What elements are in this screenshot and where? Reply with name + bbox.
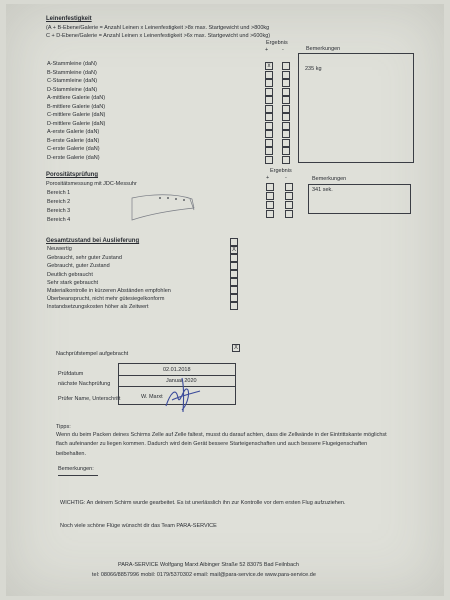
strength-minus-checkbox[interactable] [282, 130, 290, 138]
condition-item: Sehr stark gebraucht [47, 280, 99, 286]
tips-title: Tipps: [56, 424, 71, 430]
strength-minus-checkbox[interactable] [282, 122, 290, 130]
strength-plus-checkbox[interactable] [265, 147, 273, 155]
tips-line-1: Wenn du beim Packen deines Schirms Zelle auf Zelle faltest, musst du darauf achten, dass die Zellwände in der Eintrittskante möglichst [56, 432, 387, 438]
check-mark: X [231, 247, 236, 253]
porosity-minus-checkbox[interactable] [285, 192, 293, 200]
porosity-plus-checkbox[interactable] [266, 183, 274, 191]
strength-item: D-Stammleine (daN) [47, 86, 98, 93]
remarks-label: Bemerkungen: [58, 466, 94, 472]
check-mark: X [233, 345, 238, 351]
strength-rule-2: C + D-Ebene/Galerie = Anzahl Leinen x Leinenfestigkeit >6x max. Startgewicht und >600kg) [46, 33, 271, 39]
check-mark: x [267, 63, 271, 69]
strength-minus-label: - [282, 47, 284, 53]
strength-minus-checkbox[interactable] [282, 105, 290, 113]
strength-minus-checkbox[interactable] [282, 156, 290, 164]
strength-remarks-value: 235 kg [305, 66, 322, 72]
strength-item: B-Stammleine (daN) [47, 69, 97, 76]
strength-minus-checkbox[interactable] [282, 139, 290, 147]
remarks-underline [58, 475, 98, 476]
condition-checkbox[interactable] [230, 278, 238, 286]
porosity-area: Bereich 4 [47, 217, 71, 223]
strength-plus-checkbox[interactable] [265, 96, 273, 104]
strength-remarks-header: Bemerkungen [306, 46, 341, 52]
condition-item: Neuwertig [47, 246, 72, 252]
strength-item: B-erste Galerie (daN) [47, 137, 100, 144]
inspector-value: W. Marxt [141, 394, 163, 400]
condition-checkbox[interactable] [230, 302, 238, 310]
next-test-label: nächste Nachprüfung [58, 381, 111, 387]
strength-plus-checkbox[interactable] [265, 156, 273, 164]
strength-minus-checkbox[interactable] [282, 71, 290, 79]
porosity-plus-label: + [266, 175, 270, 181]
strength-plus-checkbox[interactable] [265, 113, 273, 121]
stamp-label: Nachprüfstempel aufgebracht [56, 351, 129, 357]
condition-item: Materialkontrolle in kürzeren Abständen empfohlen [47, 288, 171, 294]
stamp-checkbox[interactable] [232, 344, 240, 352]
tips-line-3: beibehalten. [56, 451, 86, 457]
strength-minus-checkbox[interactable] [282, 62, 290, 70]
next-test-value: Januar 2020 [166, 378, 197, 384]
strength-rule-1: (A + B-Ebene/Galerie = Anzahl Leinen x Leinenfestigkeit >8x max. Startgewicht und >800kg [46, 25, 270, 31]
strength-item: D-erste Galerie (daN) [47, 154, 100, 161]
test-date-value: 02.01.2018 [163, 367, 191, 373]
porosity-plus-checkbox[interactable] [266, 201, 274, 209]
strength-plus-checkbox[interactable] [265, 139, 273, 147]
porosity-plus-checkbox[interactable] [266, 210, 274, 218]
strength-item: C-mittlere Galerie (daN) [47, 112, 106, 118]
strength-plus-checkbox[interactable] [265, 79, 273, 87]
condition-item: Gebraucht, sehr guter Zustand [47, 255, 122, 261]
porosity-minus-checkbox[interactable] [285, 201, 293, 209]
strength-item: A-erste Galerie (daN) [47, 129, 100, 135]
strength-minus-checkbox[interactable] [282, 88, 290, 96]
strength-minus-checkbox[interactable] [282, 96, 290, 104]
porosity-title: Porositätsprüfung [46, 172, 98, 178]
condition-title: Gesamtzustand bei Auslieferung [46, 238, 140, 244]
porosity-area: Bereich 2 [47, 199, 71, 205]
condition-checkbox[interactable] [230, 294, 238, 302]
warning-text: WICHTIG: An deinem Schirm wurde gearbeitet. Es ist unerlässlich ihn zur Kontrolle vor dem ersten Flug aufzuziehen. [60, 500, 346, 506]
inspector-label: Prüfer Name, Unterschrift [58, 396, 121, 402]
strength-title: Leinenfestigkeit [46, 16, 92, 22]
strength-item: C-erste Galerie (daN) [47, 146, 100, 152]
strength-item: A-Stammleine (daN) [47, 61, 97, 67]
footer-contact: tel: 08066/8857996 mobil: 0179/5370302 email: mail@para-service.de www.para-service.de [92, 572, 316, 578]
strength-minus-checkbox[interactable] [282, 147, 290, 155]
condition-item: Überbeansprucht, nicht mehr gütesiegelkonform [47, 296, 165, 302]
porosity-result-header: Ergebnis [270, 168, 292, 174]
strength-plus-checkbox[interactable] [265, 71, 273, 79]
porosity-subtitle: Porositätsmessung mit JDC-Messuhr [46, 181, 137, 187]
strength-result-header: Ergebnis [266, 40, 288, 46]
strength-plus-checkbox[interactable] [265, 105, 273, 113]
signature [162, 376, 202, 414]
condition-checkbox[interactable] [230, 238, 238, 246]
tips-line-2: flach aufeinander zu liegen kommen. Dadurch wird dein Gerät bessere Starteigenschaften und auch bessere Flugeigenschaften [56, 441, 368, 447]
strength-item: C-Stammleine (daN) [47, 78, 98, 84]
strength-minus-checkbox[interactable] [282, 113, 290, 121]
strength-minus-checkbox[interactable] [282, 79, 290, 87]
porosity-minus-checkbox[interactable] [285, 210, 293, 218]
test-date-label: Prüfdatum [58, 371, 84, 377]
strength-item: A-mittlere Galerie (daN) [47, 95, 106, 101]
strength-item: B-mittlere Galerie (daN) [47, 103, 106, 110]
strength-plus-checkbox[interactable] [265, 88, 273, 96]
strength-remarks-box [298, 53, 414, 163]
porosity-area: Bereich 1 [47, 190, 71, 196]
footer-address: PARA-SERVICE Wolfgang Marxt Aibinger Straße 52 83075 Bad Feilnbach [118, 562, 299, 568]
strength-plus-checkbox[interactable] [265, 130, 273, 138]
strength-plus-label: + [265, 47, 269, 53]
condition-item: Deutlich gebraucht [47, 272, 93, 278]
condition-checkbox[interactable] [230, 262, 238, 270]
condition-checkbox[interactable] [230, 270, 238, 278]
porosity-plus-checkbox[interactable] [266, 192, 274, 200]
strength-item: D-mittlere Galerie (daN) [47, 120, 106, 127]
wishes-text: Noch viele schöne Flüge wünscht dir das Team PARA-SERVICE [60, 523, 217, 529]
strength-plus-checkbox[interactable] [265, 122, 273, 130]
condition-checkbox[interactable] [230, 254, 238, 262]
condition-item: Gebraucht, guter Zustand [47, 263, 110, 269]
wing-profile-icon [130, 190, 202, 224]
porosity-minus-checkbox[interactable] [285, 183, 293, 191]
porosity-area: Bereich 3 [47, 208, 71, 214]
porosity-remarks-header: Bemerkungen [312, 176, 347, 182]
porosity-remarks-value: 341 sek. [312, 187, 333, 193]
condition-item: Instandsetzungskosten höher als Zeitwert [47, 304, 149, 310]
porosity-minus-label: - [285, 175, 287, 181]
condition-checkbox[interactable] [230, 286, 238, 294]
porosity-remarks-box [308, 184, 411, 214]
strength-plus-checkbox[interactable] [265, 62, 273, 70]
condition-checkbox[interactable] [230, 246, 238, 254]
